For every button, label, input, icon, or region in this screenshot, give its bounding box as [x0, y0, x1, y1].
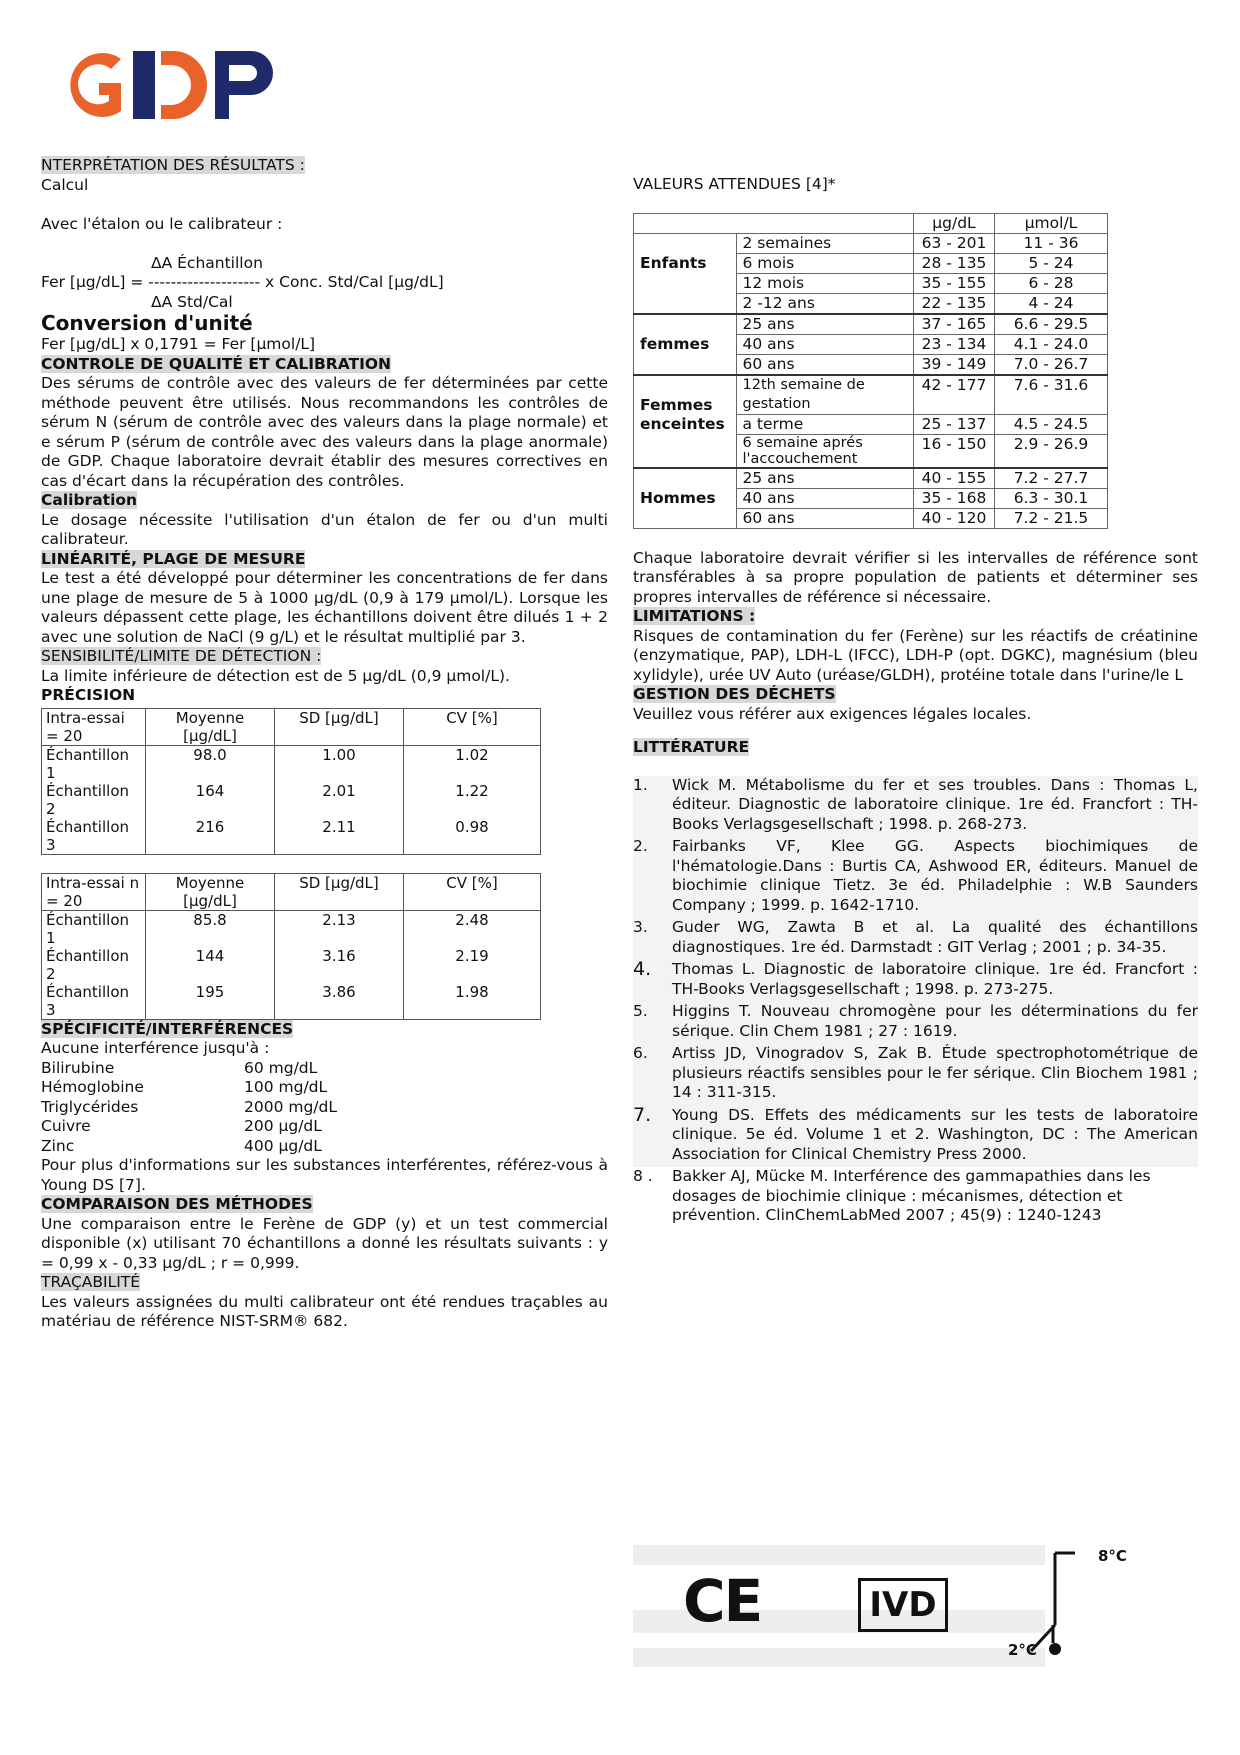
waste-text: Veuillez vous référer aux exigences légales locales.: [633, 704, 1032, 723]
precision-header: CV [%]: [404, 708, 541, 745]
precision-cell: 85.8: [146, 910, 275, 947]
formula-numerator: ΔA Échantillon: [151, 253, 263, 272]
reference-item: [633, 1103, 1198, 1165]
value-cell: 11 - 36: [995, 233, 1108, 253]
value-cell: 4.5 - 24.5: [995, 414, 1108, 434]
precision-cell: 2.19: [404, 947, 541, 983]
precision-header: Intra-essai = 20: [42, 708, 146, 745]
qc-text: Des sérums de contrôle avec des valeurs de fer déterminées par cette méthode peuvent être utilisés. Nous recommandons les contrôles de sérum N (sérum de contrôle avec des valeurs dans la plage normale) et e sérum P (sérum de contrôle avec des valeurs dans la plage anormale) de GDP. Chaque laboratoire devrait établir des mesures correctives en cas d'écart dans la récupération des contrôles.: [41, 374, 608, 490]
linearity-text: Le test a été développé pour déterminer les concentrations de fer dans une plage de mesure de 5 à 1000 µg/dL (0,9 à 179 µmol/L). Lorsque les valeurs dépassent cette plage, les échantillons doivent être dilués 1 + 2 avec une solution de NaCl (9 g/L) et le résultat multiplié par 3.: [41, 569, 608, 646]
precision-cell: Échantillon 1: [42, 910, 146, 947]
reference-text: Higgins T. Nouveau chromogène pour les déterminations du fer sérique. Clin Chem 1981 ; 27 : 1619.: [672, 1002, 1198, 1040]
precision-cell: 2.11: [275, 818, 404, 855]
precision-cell: Échantillon 1: [42, 745, 146, 782]
reference-item: [633, 960, 1198, 999]
age-cell: a terme: [736, 414, 914, 434]
precision-cell: Échantillon 2: [42, 782, 146, 818]
value-cell: 63 - 201: [914, 233, 995, 253]
group-label: femmes: [634, 314, 737, 375]
interference-substance: Bilirubine: [41, 1058, 115, 1077]
value-cell: 2.9 - 26.9: [995, 434, 1108, 468]
conversion-heading: Conversion d'unité: [41, 311, 253, 335]
precision-cell: 2.48: [404, 910, 541, 947]
traceability-heading: TRAÇABILITÉ: [41, 1273, 141, 1291]
value-cell: 6.6 - 29.5: [995, 314, 1108, 335]
age-cell: 25 ans: [736, 314, 914, 335]
precision-table-1: [41, 708, 541, 855]
expected-values-table: [633, 213, 1108, 529]
age-cell: 12 mois: [736, 273, 914, 293]
reference-text: Thomas L. Diagnostic de laboratoire clinique. 1re éd. Francfort : TH-Books Verlagsgesellschaft ; 1998. p. 273-275.: [672, 960, 1198, 998]
interference-row: [41, 1059, 608, 1079]
group-label: Hommes: [634, 468, 737, 529]
reference-item: [633, 837, 1198, 915]
precision-cell: 1.22: [404, 782, 541, 818]
reference-text: Young DS. Effets des médicaments sur les tests de laboratoire clinique. 5e éd. Volume 1 et 2. Washington, DC : The American Association for Clinical Chemistry Press 2000.: [672, 1105, 1198, 1163]
specificity-heading: SPÉCIFICITÉ/INTERFÉRENCES: [41, 1019, 294, 1038]
precision-cell: 3.86: [275, 983, 404, 1020]
value-cell: 35 - 168: [914, 488, 995, 508]
literature-heading: LITTÉRATURE: [633, 738, 750, 756]
reference-number: 4.: [633, 958, 652, 980]
age-cell: 40 ans: [736, 488, 914, 508]
precision-header: Moyenne [µg/dL]: [146, 873, 275, 910]
reference-number: 3.: [633, 918, 648, 936]
precision-header: SD [µg/dL]: [275, 708, 404, 745]
temp-high-label: 8°C: [1098, 1547, 1127, 1565]
value-cell: 6 - 28: [995, 273, 1108, 293]
precision-cell: 195: [146, 983, 275, 1020]
reference-text: Bakker AJ, Mücke M. Interférence des gammapathies dans les dosages de biochimie clinique : mécanismes, détection et prévention. ClinChemLabMed 2007 ; 45(9) : 1240-1243: [672, 1167, 1151, 1224]
sensitivity-heading: SENSIBILITÉ/LIMITE DE DÉTECTION :: [41, 647, 322, 665]
logo-letter-p: [215, 51, 273, 119]
precision-cell: Échantillon 3: [42, 983, 146, 1020]
interference-row: [41, 1137, 608, 1157]
reference-number: 6.: [633, 1044, 648, 1062]
age-cell: 6 mois: [736, 253, 914, 273]
precision-cell: 2.01: [275, 782, 404, 818]
interference-substance: Hémoglobine: [41, 1078, 144, 1096]
calibration-text: Le dosage nécessite l'utilisation d'un étalon de fer ou d'un multi calibrateur.: [41, 510, 608, 548]
value-cell: 16 - 150: [914, 434, 995, 468]
value-cell: 39 - 149: [914, 354, 995, 375]
value-cell: 42 - 177: [914, 375, 995, 415]
value-cell: 4 - 24: [995, 293, 1108, 314]
formula-main: Fer [µg/dL] = -------------------- x Conc. Std/Cal [µg/dL]: [41, 273, 444, 291]
precision-cell: 1.02: [404, 745, 541, 782]
interference-substance: Cuivre: [41, 1117, 91, 1135]
traceability-text: Les valeurs assignées du multi calibrateur ont été rendues traçables au matériau de référence NIST-SRM® 682.: [41, 1292, 608, 1330]
logo-letter-g: [70, 53, 121, 117]
gdp-logo: [55, 45, 280, 125]
conversion-text: Fer [µg/dL] x 0,1791 = Fer [µmol/L]: [41, 335, 316, 353]
reference-number: 1.: [633, 775, 648, 794]
left-column: [41, 156, 608, 1332]
age-cell: 12th semaine de gestation: [736, 375, 914, 415]
precision-cell: 1.98: [404, 983, 541, 1020]
value-cell: 40 - 120: [914, 508, 995, 528]
age-cell: 40 ans: [736, 334, 914, 354]
formula-denominator: ΔA Std/Cal: [151, 292, 233, 311]
limitations-text: Risques de contamination du fer (Ferène) sur les réactifs de créatinine (enzymatique, PAP), LDH-L (IFCC), LDH-P (opt. DGKC), magnésium (bleu xylidyle), urée UV Auto (uréase/GLDH), protéine totale dans l'urine/le L: [633, 626, 1198, 684]
age-cell: 60 ans: [736, 508, 914, 528]
reference-item: [633, 918, 1198, 957]
reference-number: 2.: [633, 837, 648, 855]
age-cell: 6 semaine aprés l'accouchement: [736, 434, 914, 468]
reference-item: [633, 1044, 1198, 1103]
waste-heading: GESTION DES DÉCHETS: [633, 685, 836, 703]
precision-cell: Échantillon 3: [42, 818, 146, 855]
value-cell: 28 - 135: [914, 253, 995, 273]
reference-number: 7.: [633, 1103, 652, 1126]
value-cell: 7.2 - 21.5: [995, 508, 1108, 528]
precision-header: Intra-essai n = 20: [42, 873, 146, 910]
unit-header-umoll: µmol/L: [995, 213, 1108, 233]
reference-item: [633, 776, 1198, 835]
precision-header: SD [µg/dL]: [275, 873, 404, 910]
reference-item: [633, 1002, 1198, 1041]
logo-letter-d-right: [161, 51, 207, 119]
precision-cell: 164: [146, 782, 275, 818]
age-cell: 25 ans: [736, 468, 914, 489]
precision-cell: 144: [146, 947, 275, 983]
interpretation-heading: NTERPRÉTATION DES RÉSULTATS :: [41, 156, 305, 174]
precision-header: CV [%]: [404, 873, 541, 910]
interference-limit: 400 µg/dL: [244, 1136, 322, 1155]
expected-values-heading: VALEURS ATTENDUES [4]*: [633, 175, 836, 193]
comparison-heading: COMPARAISON DES MÉTHODES: [41, 1195, 313, 1213]
reference-note: Chaque laboratoire devrait vérifier si les intervalles de référence sont transférables à sa propre population de patients et déterminer ses propres intervalles de référence si nécessaire.: [633, 548, 1198, 606]
limitations-heading: LIMITATIONS :: [633, 607, 756, 625]
group-label: Enfants: [634, 233, 737, 314]
reference-item: [633, 1167, 1198, 1226]
value-cell: 4.1 - 24.0: [995, 334, 1108, 354]
age-cell: 2 semaines: [736, 233, 914, 253]
value-cell: 22 - 135: [914, 293, 995, 314]
reference-number: 8 .: [633, 1167, 653, 1185]
interference-limit: 2000 mg/dL: [244, 1097, 338, 1116]
interference-limit: 200 µg/dL: [244, 1117, 322, 1135]
precision-cell: Échantillon 2: [42, 947, 146, 983]
interference-substance: Zinc: [41, 1136, 75, 1155]
interference-row: [41, 1098, 608, 1118]
precision-cell: 216: [146, 818, 275, 855]
reference-text: Guder WG, Zawta B et al. La qualité des échantillons diagnostiques. 1re éd. Darmstadt : GIT Verlag ; 2001 ; p. 34-35.: [672, 918, 1198, 956]
unit-header-ugdl: µg/dL: [914, 213, 995, 233]
value-cell: 23 - 134: [914, 334, 995, 354]
comparison-text: Une comparaison entre le Ferène de GDP (y) et un test commercial disponible (x) utilisant 70 échantillons a donné les résultats suivants : y = 0,99 x - 0,33 µg/dL ; r = 0,999.: [41, 1214, 608, 1272]
value-cell: 25 - 137: [914, 414, 995, 434]
group-label: Femmes enceintes: [634, 375, 737, 468]
value-cell: 7.6 - 31.6: [995, 375, 1108, 415]
precision-header: Moyenne [µg/dL]: [146, 708, 275, 745]
ivd-mark-icon: IVD: [858, 1578, 948, 1632]
value-cell: 7.0 - 26.7: [995, 354, 1108, 375]
temp-low-label: 2°C: [1008, 1641, 1037, 1659]
reference-text: Artiss JD, Vinogradov S, Zak B. Étude spectrophotométrique de plusieurs réactifs sensibles pour le fer sérique. Clin Biochem 1981 ; 14 : 311-315.: [672, 1044, 1198, 1101]
value-cell: 6.3 - 30.1: [995, 488, 1108, 508]
interference-limit: 60 mg/dL: [244, 1058, 318, 1077]
interference-row: [41, 1117, 608, 1137]
logo-letter-d-left: [133, 51, 155, 119]
precision-cell: 3.16: [275, 947, 404, 983]
right-column: [633, 175, 1198, 1229]
precision-table-2: [41, 873, 541, 1020]
ce-mark-icon: CE: [683, 1567, 762, 1635]
precision-cell: 2.13: [275, 910, 404, 947]
value-cell: 5 - 24: [995, 253, 1108, 273]
interference-row: [41, 1078, 608, 1098]
value-cell: 40 - 155: [914, 468, 995, 489]
reference-text: Fairbanks VF, Klee GG. Aspects biochimiques de l'hématologie.Dans : Burtis CA, Ashwood ER, éditeurs. Manuel de biochimie clinique Tietz. 3e éd. Philadelphie : W.B Saunders Company ; 1999. p. 1642-1710.: [672, 837, 1198, 914]
qc-heading: CONTROLE DE QUALITÉ ET CALIBRATION: [41, 354, 392, 373]
age-cell: 2 -12 ans: [736, 293, 914, 314]
sensitivity-text: La limite inférieure de détection est de 5 µg/dL (0,9 µmol/L).: [41, 666, 510, 685]
value-cell: 35 - 155: [914, 273, 995, 293]
precision-heading: PRÉCISION: [41, 686, 136, 704]
age-cell: 60 ans: [736, 354, 914, 375]
reference-text: Wick M. Métabolisme du fer et ses troubles. Dans : Thomas L, éditeur. Diagnostic de laboratoire clinique. 1re éd. Francfort : TH-Books Verlagsgesellschaft ; 1998. p. 268-273.: [672, 775, 1198, 833]
etalon-label: Avec l'étalon ou le calibrateur :: [41, 214, 283, 233]
value-cell: 7.2 - 27.7: [995, 468, 1108, 489]
regulatory-symbols: [633, 1545, 1153, 1675]
precision-cell: 98.0: [146, 745, 275, 782]
precision-cell: 0.98: [404, 818, 541, 855]
references-list: [633, 776, 1198, 1226]
specificity-more: Pour plus d'informations sur les substances interférentes, référez-vous à Young DS [7].: [41, 1156, 608, 1194]
interference-substance: Triglycérides: [41, 1097, 139, 1116]
specificity-intro: Aucune interférence jusqu'à :: [41, 1039, 270, 1057]
precision-cell: 1.00: [275, 745, 404, 782]
calibration-heading: Calibration: [41, 491, 138, 509]
interference-limit: 100 mg/dL: [244, 1078, 328, 1096]
reference-number: 5.: [633, 1002, 648, 1020]
calcul-label: Calcul: [41, 175, 89, 194]
value-cell: 37 - 165: [914, 314, 995, 335]
linearity-heading: LINÉARITÉ, PLAGE DE MESURE: [41, 549, 306, 568]
